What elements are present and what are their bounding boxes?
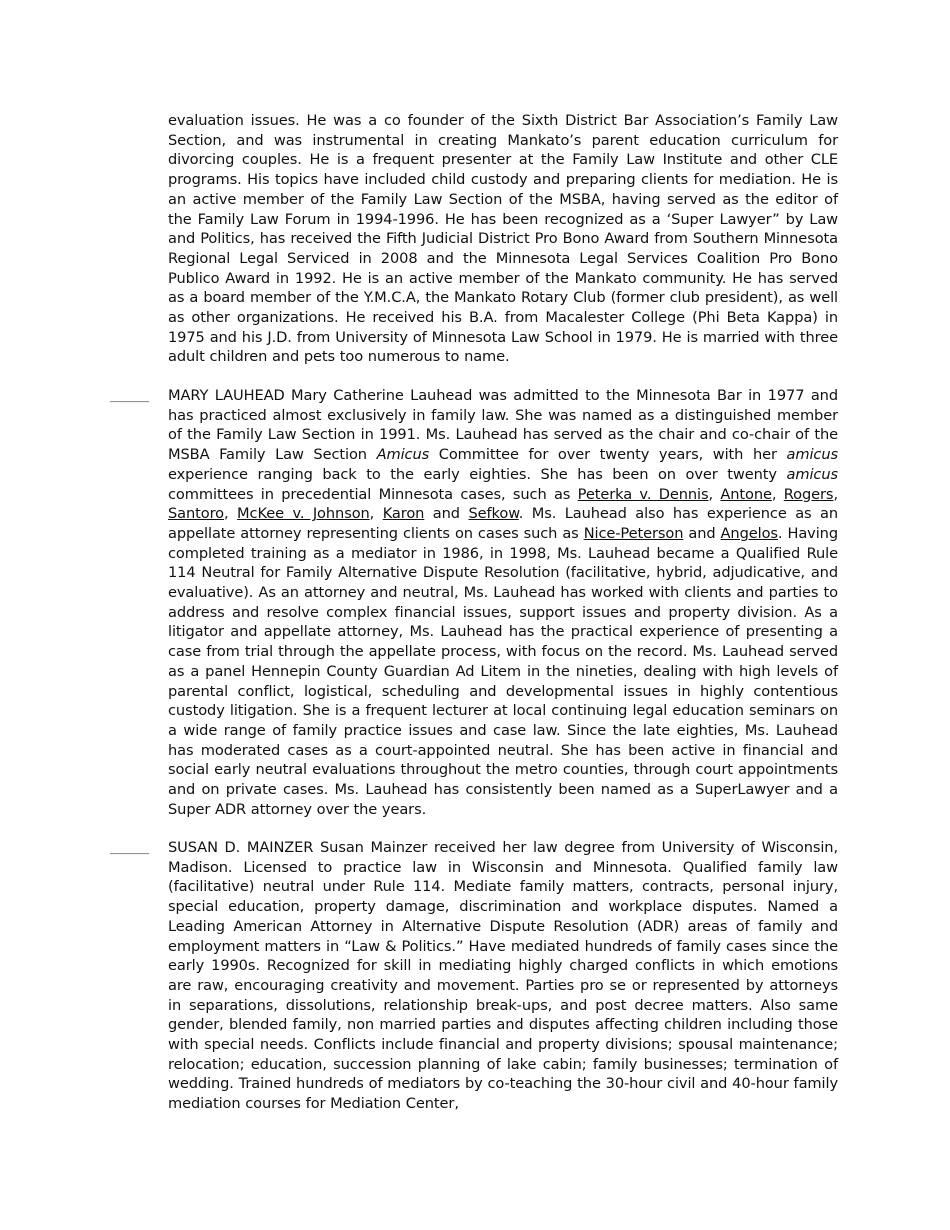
checkbox-blank-line: _____: [110, 840, 150, 855]
separator: ,: [224, 505, 238, 523]
case-name: Karon: [382, 505, 425, 523]
amicus-italic: amicus: [786, 446, 839, 464]
intro-paragraph: evaluation issues. He was a co founder of the Sixth District Bar Association’s Family Law Section, and was instrumental in creating Mankato’s parent education curriculum for divorcing couples. He is a frequent presenter at the Family Law Institute and other CLE programs. His topics have included child custody and preparing clients for mediation. He is an active member of the Family Law Section of the MSBA, having served as the editor of the Family Law Forum in 1994-1996. He has been recognized as a ‘Super Lawyer” by Law and Politics, has received the Fifth Judicial District Pro Bono Award from Southern Minnesota Regional Legal Serviced in 2008 and the Minnesota Legal Services Coalition Pro Bono Publico Award in 1992. He is an active member of the Mankato community. He has served as a board member of the Y.M.C.A, the Mankato Rotary Club (former club president), as well as other organizations. He received his B.A. from Macalester College (Phi Beta Kappa) in 1975 and his J.D. from University of Minnesota Law School in 1979. He is married with three adult children and pets too numerous to name.: [168, 112, 838, 366]
checkbox-blank-line: _____: [110, 388, 150, 403]
separator: ,: [369, 505, 383, 523]
case-name: Peterka v. Dennis: [577, 485, 709, 503]
entry-name: SUSAN D. MAINZER: [168, 839, 314, 856]
entry-mary-lauhead: [110, 386, 838, 819]
separator: ,: [708, 485, 721, 503]
case-name: Nice-Peterson: [583, 524, 684, 542]
entry-body: [168, 838, 838, 1114]
case-name: Santoro: [168, 505, 225, 523]
case-name: Rogers: [783, 485, 834, 503]
separator: and: [424, 505, 469, 523]
amicus-italic: Amicus: [376, 446, 430, 464]
case-name: Antone: [720, 485, 772, 503]
case-name: McKee v. Johnson: [237, 505, 370, 523]
case-name: Angelos: [720, 524, 778, 542]
case-name: Sefkow: [468, 505, 519, 523]
separator: ,: [771, 485, 784, 503]
entry-susan-mainzer: [110, 838, 838, 1114]
bio-text: committees in precedential Minnesota cases, such as: [168, 485, 578, 503]
bio-text: Susan Mainzer received her law degree from University of Wisconsin, Madison. Licensed to practice law in Wisconsin and Minnesota. Qualified family law (facilitative) neutral under Rule 114. Mediate family matters, contracts, personal injury, special education, property damage, discrimination and workplace disputes. Named a Leading American Attorney in Alternative Dispute Resolution (ADR) areas of family and employment matters in “Law & Politics.” Have mediated hundreds of family cases since the early 1990s. Recognized for skill in mediating highly charged conflicts in which emotions are raw, encouraging creativity and movement. Parties pro se or represented by attorneys in separations, dissolutions, relationship break-ups, and post decree matters. Also same gender, blended family, non married parties and disputes affecting children including those with special needs. Conflicts include financial and property divisions; spousal maintenance; relocation; education, succession planning of lake cabin; family businesses; termination of wedding. Trained hundreds of mediators by co-teaching the 30-hour civil and 40-hour family mediation courses for Mediation Center,: [168, 839, 838, 1113]
separator: and: [683, 524, 721, 542]
bio-text: Committee for over twenty years, with her: [429, 446, 787, 464]
bio-text: Mary Catherine Lauhead was admitted to the Minnesota Bar in 1977 and has practiced almost exclusively in family law. She was named as a distinguished member of the Family Law Section in 1991. Ms. Lauhead has served as the chair and co-chair of the MSBA Family Law Section: [168, 387, 838, 464]
bio-text: . Having completed training as a mediator in 1986, in 1998, Ms. Lauhead became a Qualified Rule 114 Neutral for Family Alternative Dispute Resolution (facilitative, hybrid, adjudicative, and evaluative). As an attorney and neutral, Ms. Lauhead has worked with clients and parties to address and resolve complex financial issues, support issues and property division. As a litigator and appellate attorney, Ms. Lauhead has the practical experience of presenting a case from trial through the appellate process, with focus on the record. Ms. Lauhead served as a panel Hennepin County Guardian Ad Litem in the nineties, dealing with high levels of parental conflict, logistical, scheduling and developmental issues in highly contentious custody litigation. She is a frequent lecturer at local continuing legal education seminars on a wide range of family practice issues and case law. Since the late eighties, Ms. Lauhead has moderated cases as a court-appointed neutral. She has been active in financial and social early neutral evaluations throughout the metro counties, through court appointments and on private cases. Ms. Lauhead has consistently been named as a SuperLawyer and a Super ADR attorney over the years.: [168, 524, 838, 818]
separator: ,: [833, 485, 838, 503]
entry-body: [168, 386, 838, 819]
amicus-italic: amicus: [786, 465, 838, 483]
bio-text: . Ms. Lauhead also has experience as an appellate attorney representing clients on cases such as: [168, 505, 839, 542]
bio-text: experience ranging back to the early eighties. She has been on over twenty: [168, 465, 787, 483]
entry-name: MARY LAUHEAD: [168, 387, 285, 404]
